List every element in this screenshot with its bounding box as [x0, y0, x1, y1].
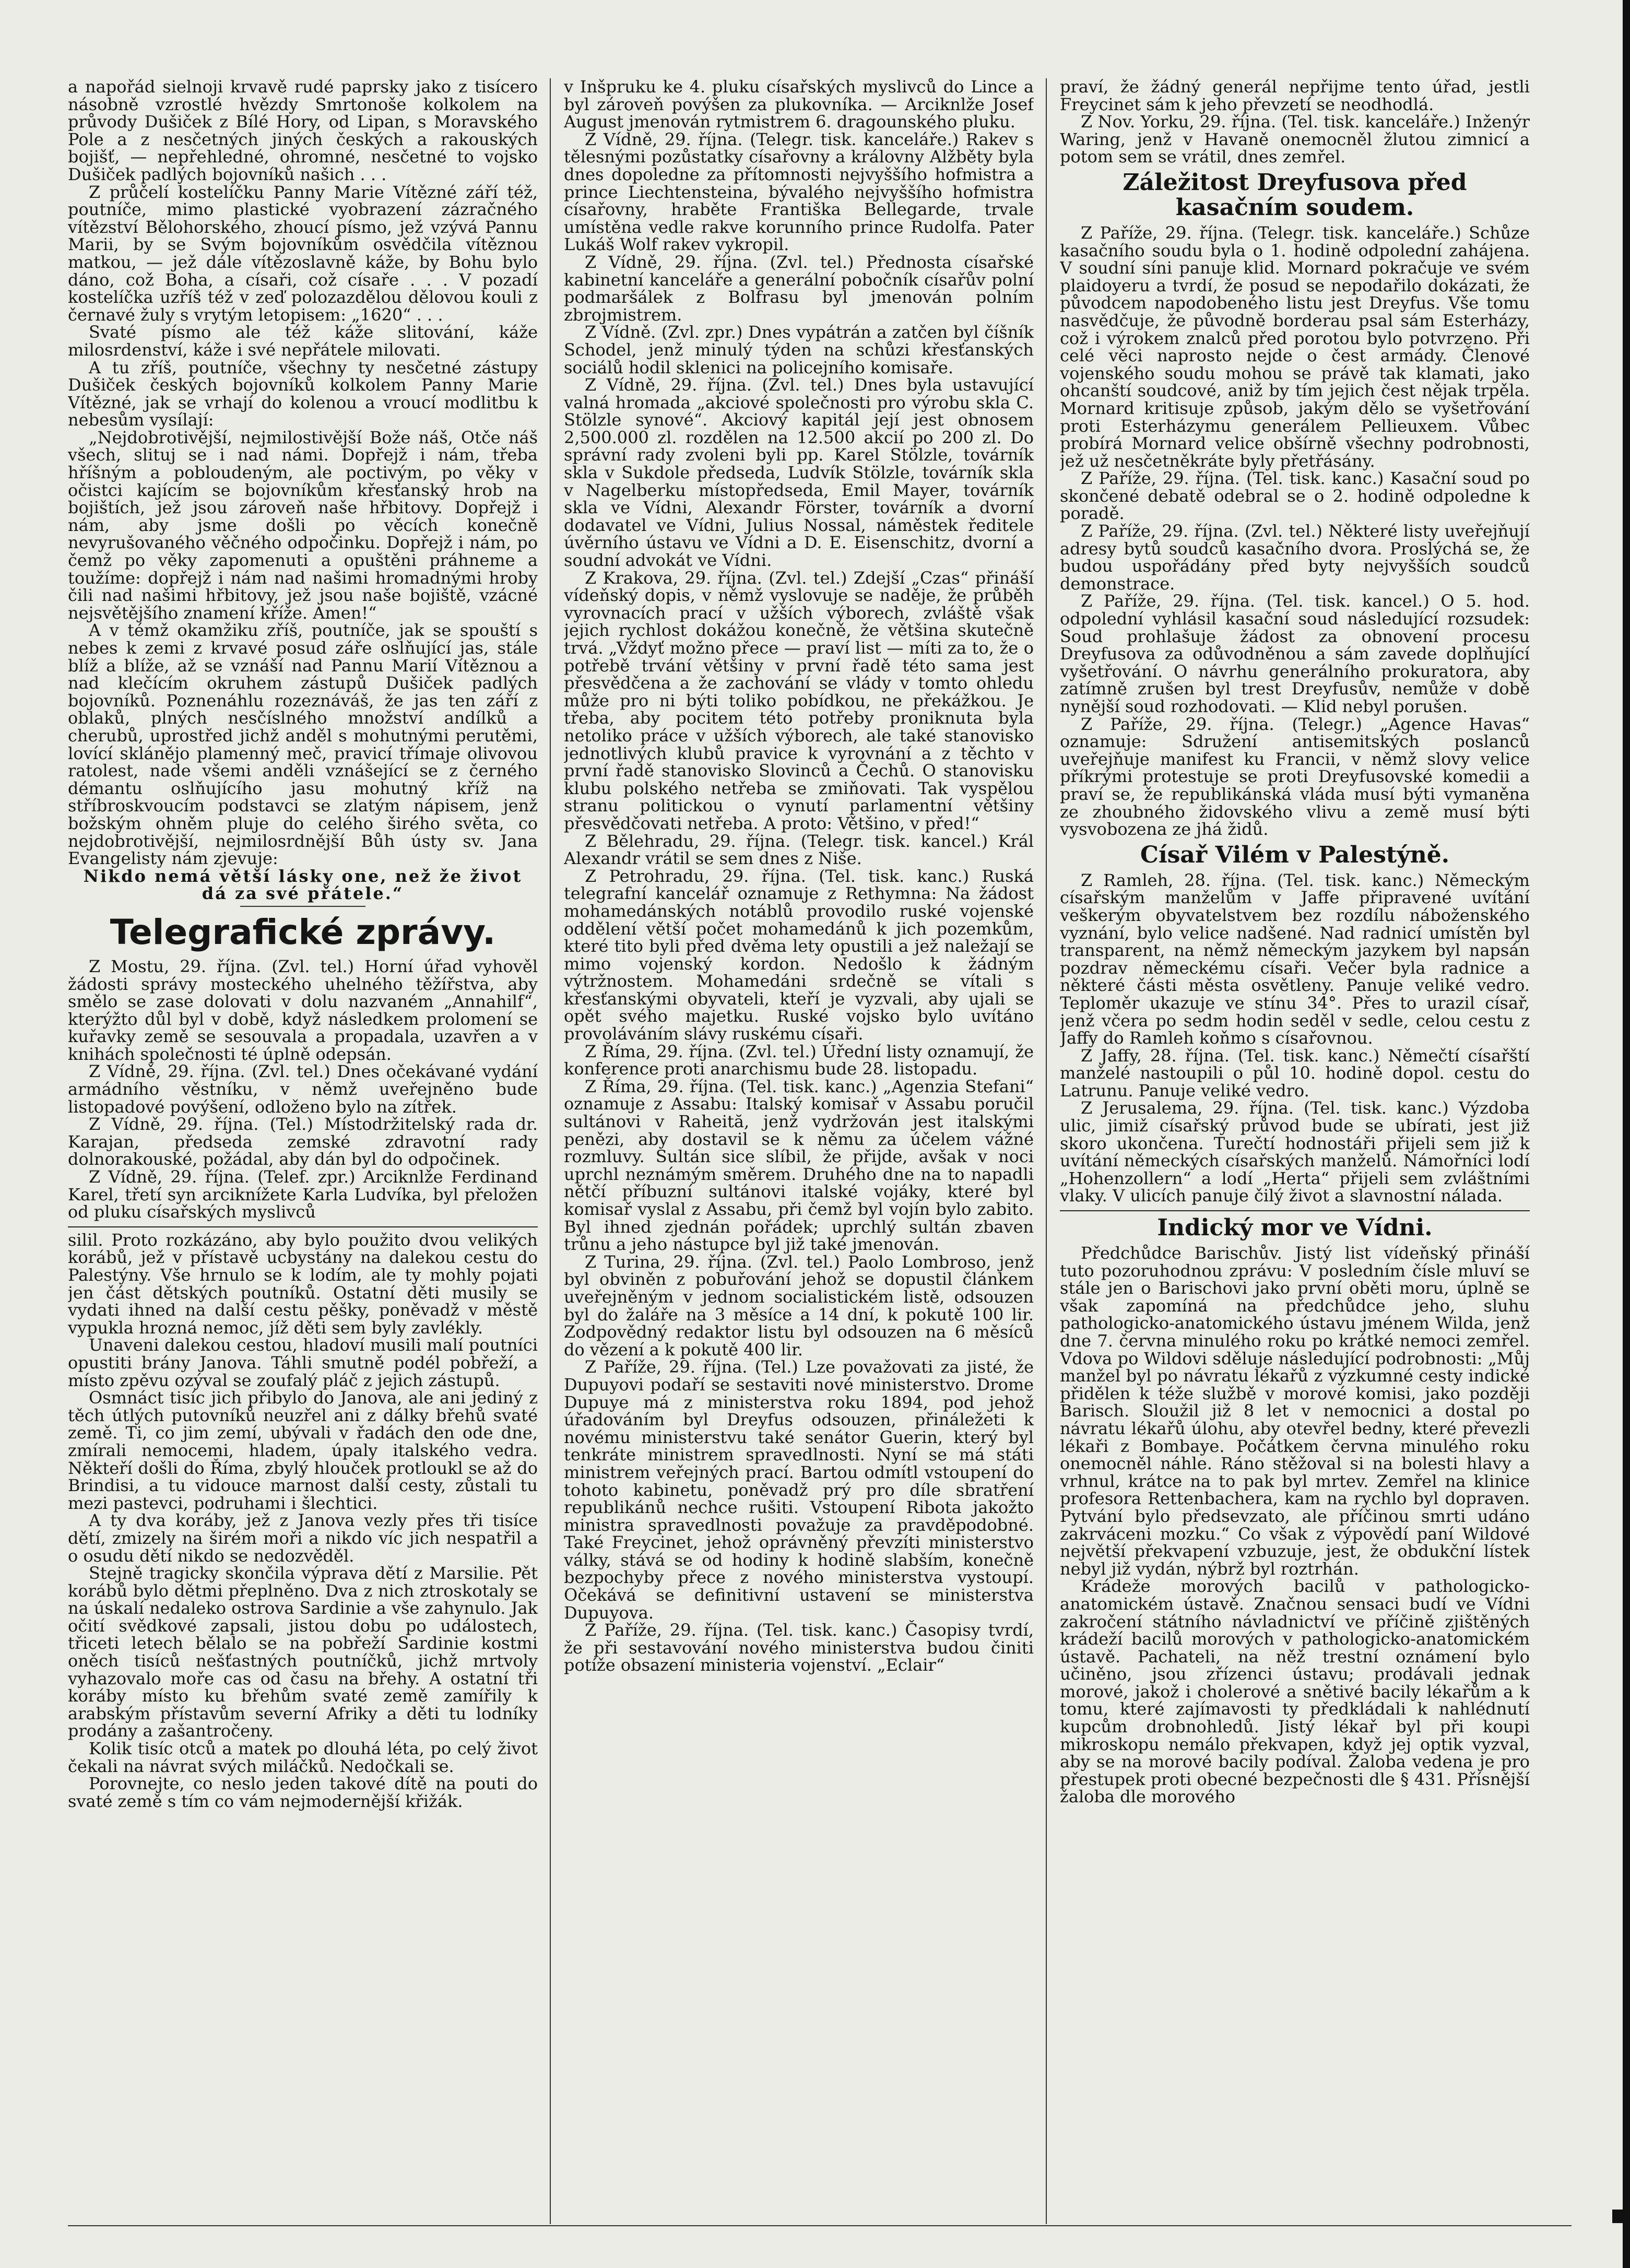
section-heading-emperor-palestine: Císař Vilém v Palestýně. [1140, 841, 1450, 868]
column-rule [1046, 78, 1047, 2224]
news-item: Z Vídně, 29. října. (Zvl. tel.) Dnes byla ustavující valná hromada „akciové společnosti pro výrobu skla C. Stölzle synové“. Akciový kapitál její jest obnosem 2,500.000 zl. rozdělen na 12.500 akcií po 200 zl. Do správní rady zvoleni byli pp. Karel Stölzle, továrník skla v Sukdole předseda, Ludvík Stölzle, továrník skla v Nagelberku místopředseda, Emil Mayer, továrník skla ve Vídni, Alexandr Förster, továrník a dvorní dodavatel ve Vídni, Julius Nossal, náměstek ředitele úvěrního ústavu ve Vídni a D. E. Eisenschitz, dvorní a soudní advokát ve Vídni. [564, 375, 1034, 571]
news-item: Z Vídně. (Zvl. zpr.) Dnes vypátrán a zatčen byl číšník Schodel, jenž minulý týden na schůzi křesťanských sociálů hodil sklenici na policejního komisaře. [564, 322, 1034, 377]
news-item: Z Paříže, 29. října. (Telegr. tisk. kanceláře.) Schůze kasačního soudu byla o 1. hodině odpolední zahájena. V soudní síni panuje klid. Mornard pokračuje ve svém plaidoyeru a tvrdí, že posud se nepodařilo dokázati, že původcem napodobeného listu jest Dreyfus. Vše tomu nasvědčuje, že původně borderau psal sám Esterházy, což i výrokem znalců před porotou bylo potvrzeno. Při celé věci naprosto nejde o čest armády. Členové vojenského soudu mohou se právě tak klamati, jako ohcanští soudcové, aniž by tím jejich čest nějak trpěla. Mornard kritisuje způsob, jakým dělo se vyšetřování proti Esterházymu generálem Pellieuxem. Vůbec probírá Mornard velice obšírně všechny podrobnosti, jež už nesčetněkráte byly přetřásány. [1060, 222, 1530, 471]
news-item: Z Paříže, 29. října. (Zvl. tel.) Některé listy uveřejňují adresy bytů soudců kasačního dvora. Proslýchá se, že budou uspořádány před byty nejvyšších soudců demonstrace. [1060, 521, 1530, 594]
news-item: Z Paříže, 29. října. (Tel. tisk. kancel.) O 5. hod. odpolední vyhlásil kasační soud následující rozsudek: Soud prohlašuje žádost za obnovení procesu Dreyfusova za odůvodněnou a sám zavede doplňující vyšetřování. O návrhu generálního prokuratora, aby zatímně zrušen byl trest Dreyfusův, nemůže v době nynější soud rozhodovati. — Klid nebyl porušen. [1060, 591, 1530, 716]
article-paragraph: Kolik tisíc otců a matek po dlouhá léta, po celý život čekali na návrat svých miláčků. Nedočkali se. [68, 1739, 538, 1776]
section-heading-plague-vienna: Indický mor ve Vídni. [1157, 1214, 1433, 1242]
article-paragraph: Stejně tragicky skončila výprava dětí z Marsilie. Pět korábů bylo dětmi přeplněno. Dva z nich ztroskotaly se na úskalí nedaleko ostrova Sardinie a vše zahynulo. Jak očití svědkové zapsali, jistou dobu po událostech, třiceti letech bělalo se na pobřeží Sardinie kostmi oněch tisíců nešťastných poutníčků, jichž mrtvoly vyhazovalo moře cas od času na břehy. A ostatní tři koráby místo ku břehům svaté země zamířily k arabským přístavům severní Afriky a děti tu lodníky prodány a zašantročeny. [68, 1563, 538, 1741]
news-item: Z Petrohradu, 29. října. (Tel. tisk. kanc.) Ruská telegrafní kancelář oznamuje z Rethymna: Na žádost mohamedánských notáblů provodilo ruské vojenské oddělení větší počet mohamedánů k jich pozemkům, které tito byli před dvěma lety opustili a jež naležají se mimo vojenský kordon. Nedošlo k žádným výtržnostem. Mohamedáni srdečně se vítali s křesťanskými obyvateli, kteří je vyzvali, aby ujali se opět svého majetku. Ruské vojsko bylo uvítáno provoláváním slávy ruskému císaři. [564, 866, 1034, 1044]
news-item: Z Paříže, 29. října. (Tel.) Lze považovati za jisté, že Dupuyovi podaří se sestaviti nové ministerstvo. Drome Dupuye má z ministerstva roku 1894, pod jehož úřadováním byl Dreyfus odsouzen, přináležeti k novému ministerstvu také senátor Guerin, který byl tenkráte ministrem spravedlnosti. Nyní se má státi ministrem veřejných prací. Bartou odmítl vstoupení do tohoto kabinetu, poněvadž prý pro díle sbratření republikánů nechce rušiti. Vstoupení Ribota jakožto ministra spravedlnosti považuje za pravděpodobné. Také Freycinet, jehož oprávněný převzíti ministerstvo války, stává se od hodiny k hodině slabším, konečně bezpochyby přece z nového ministerstva vystoupí. Očekává se definitivní ustavení se ministerstva Dupuyova. [564, 1357, 1034, 1623]
news-item: Z Turina, 29. října. (Zvl. tel.) Paolo Lombroso, jenž byl obviněn z pobuřování jehož se dopustil článkem uveřejněným v jednom socialistickém listě, odsouzen byl do žaláře na 3 měsíce a 14 dní, k pokutě 100 lir. Zodpovědný redaktor listu byl odsouzen na 6 měsíců do vězení a k pokutě 400 lir. [564, 1251, 1034, 1360]
column-middle [564, 78, 1034, 2224]
news-item: v Inšpruku ke 4. pluku císařských myslivců do Lince a byl zároveň povýšen za plukovníka. — Arciknlže Josef August jmenován rytmistrem 6. dragounského pluku. [564, 78, 1034, 132]
news-item: Z Vídně, 29. října. (Tel.) Místodržitelský rada dr. Karajan, předseda zemské zdravotní rady dolnorakouské, požádal, aby dán byl do odpočinek. [68, 1114, 538, 1170]
column-right [1060, 78, 1530, 2224]
news-item: Z Ramleh, 28. října. (Tel. tisk. kanc.) Německým císařským manželům v Jaffe připravené uvítání veškerým obyvatelstvem bez rozdílu náboženského vyznání, bylo velice nadšené. Nad radnicí umístěn byl transparent, na němž německým jazykem byl napsán pozdrav německému císaři. Večer byla radnice a některé části města osvětleny. Panuje veliké vedro. Teploměr ukazuje ve stínu 34°. Přes to urazil císař, jenž včera po sedm hodin seděl v sedle, celou cestu z Jaffy do Ramleh koňmo s císařovnou. [1060, 870, 1530, 1048]
section-heading-dreyfus: Záležitost Dreyfusova před kasačním soudem. [1123, 169, 1467, 221]
column-rule [550, 78, 551, 2224]
news-item: Z Vídně, 29. října. (Telef. zpr.) Arciknlže Ferdinand Karel, třetí syn arciknížete Karla Ludvíka, byl přeložen od pluku císařských myslivců [68, 1167, 538, 1222]
article-paragraph: silil. Proto rozkázáno, aby bylo použito dvou velikých korábů, jež v přístavě ucbystány na dalekou cestu do Palestýny. Vše hrnulo se k lodím, ale ty mohly pojati jen část dětských poutníků. Ostatní děti musily se vydati ihned na další cestu pěšky, poněvadž v městě vypukla hrozná nemoc, jíž děti sem byly zavlékly. [68, 1230, 538, 1338]
news-item: Z Jaffy, 28. října. (Tel. tisk. kanc.) Němečtí císařští manželé nastoupili o půl 10. hodině dopol. cestu do Latrunu. Panuje veliké vedro. [1060, 1045, 1530, 1101]
article-paragraph: Osmnáct tisíc jich přibylo do Janova, ale ani jediný z těch útlých putovníků neuzřel ani z dálky břehů svaté země. Ti, co jim zemí, ubývali v řadách den ode dne, zmírali nemocemi, hladem, úpaly italského vedra. Někteří došli do Říma, zbylý hlouček protloukl se až do Brindisi, a tu vidouce marnost další cesty, zůstali tu mezi pastevci, podruhami i šlechtici. [68, 1388, 538, 1513]
article-paragraph: A v témž okamžiku zříš, poutníče, jak se spouští s nebes k zemi z krvavé posud záře oslňující jas, stále blíž a blíže, až se vznáší nad Pannu Marií Vítěznou a nad klečícím okruhem zástupů Dušiček padlých bojovníků. Poznenáhlu rozeznáváš, že jas ten září z oblaků, plných nesčíslného množství andílků a cherubů, uprostřed jichž anděl s mohutnými perutěmi, lovící sklánějo plamenný meč, pravicí třímaje olivovou ratolest, nade všemi anděli vznášející se z černého démantu oslňujícího jasu mohutný kříž na stříbroskvoucím podstavci se zlatým nápisem, jenž božským ohněm pluje do celého širého světa, co nejdobrotivější, nejmilosrdnější Bůh ústy sv. Jana Evangelisty nám zjevuje: [68, 620, 538, 869]
article-paragraph: Z průčelí kostelíčku Panny Marie Vítězné září též, poutníče, mimo plastické vyobrazení zázračného vítězství Bělohorského, zhoucí písmo, jež vzývá Pannu Marii, by se Svým bojovníkům osvědčila vítěznou matkou, — jež dále vítězoslavně káže, by Bohu bylo dáno, což Boha, a císaři, což císaře . . . V pozadí kostelíčka uzříš též v zeď polozazdělou dělovou kouli z černavé žuly s vrytým letopisem: „1620“ . . . [68, 182, 538, 325]
news-item: praví, že žádný generál nepřijme tento úřad, jestli Freycinet sám k jeho převzetí se neodhodlá. [1060, 78, 1530, 114]
news-item: Z Mostu, 29. října. (Zvl. tel.) Horní úřad vyhověl žádosti správy mosteckého uhelného těžířstva, aby smělo se zase dolovati v dolu nazvaném „Annahilf“, kterýžto důl byl v době, když následkem prolomení se kuřavky země se sesouvala a propadala, uzavřen a v knihách společnosti té úplně odepsán. [68, 956, 538, 1064]
news-item: Z Paříže, 29. října. (Tel. tisk. kanc.) Kasační soud po skončené debatě odebral se o 2. hodině odpoledne k poradě. [1060, 468, 1530, 524]
news-item: Z Nov. Yorku, 29. října. (Tel. tisk. kanceláře.) Inženýr Waring, jenž v Havaně onemocněl žlutou zimnicí a potom sem se vrátil, dnes zemřel. [1060, 112, 1530, 167]
news-item: Z Krakova, 29. října. (Zvl. tel.) Zdejší „Czas“ přináší vídeňský dopis, v němž vyslovuje se naděje, že průběh vyrovnacích prací v užších výborech, zvláště však jejich rychlost dokážou konečně, že většina skutečně trvá. „Vždyť možno přece — praví list — míti za to, že o potřebě trvání většiny v první řadě této sama jest přesvědčena a že zachování se vlády v tomto ohledu může pro ni býti toliko pobídkou, ne překážkou. Je třeba, aby pocitem této potřeby proniknuta byla netoliko práce v užších výborech, ale také stanovisko jednotlivých klubů pravice k vyrovnání a z těchto v první řadě stanovisko Slovinců a Čechů. O stanovisku klubu polského netřeba se zmiňovati. Tak vyspělou stranu politickou o vynutí parlamentní většiny přesvědčovati netřeba. A proto: Většino, v před!“ [564, 568, 1034, 833]
news-item: Z Paříže, 29. října. (Tel. tisk. kanc.) Časopisy tvrdí, že při sestavování nového ministerstva budou činiti potíže obsazení ministeria vojenství. „Eclair“ [564, 1620, 1034, 1675]
bottom-rule [68, 2225, 1572, 2226]
news-item: Z Vídně, 29. října. (Telegr. tisk. kanceláře.) Rakev s tělesnými pozůstatky císařovny a královny Alžběty byla dnes dopoledne za přítomnosti nejvyššího hofmistra a prince Liechtensteina, bývalého nejvyššího hofmistra císařovny, hraběte Františka Bellegarde, trvale umístěna vedle rakve korunního prince Rudolfa. Pater Lukáš Wolf rakev vykropil. [564, 129, 1034, 255]
article-paragraph: A tu zříš, poutníče, všechny ty nesčetné zástupy Dušiček českých bojovníků kolkolem Panny Marie Vítězné, jak se vrhají do kolenou a vroucí modlitbu k nebesům vysílají: [68, 357, 538, 430]
closing-quote: Nikdo nemá větší lásky one, než že život dá za své přátele.“ [83, 866, 523, 904]
news-item: Z Jerusalema, 29. října. (Tel. tisk. kanc.) Výzdoba ulic, jimiž císařský průvod bude se ubírati, jest již skoro ukončena. Turečtí hodnostáři přijeli sem již k uvítání německých císařských manželů. Námořníci lodí „Hohenzollern“ a lodí „Herta“ přijeli sem zvláštními vlaky. V ulicích panuje čilý život a slavnostní nálada. [1060, 1098, 1530, 1206]
news-item: Z Vídně, 29. října. (Zvl. tel.) Dnes očekávané vydání armádního věstníku, v němž uveřejněno bude listopadové povýšení, odloženo bylo na zítřek. [68, 1061, 538, 1117]
news-item: Z Vídně, 29. října. (Zvl. tel.) Přednosta císařské kabinetní kanceláře a generální pobočník císařův polní podmaršálek z Bolfrasu byl jmenován polním zbrojmistrem. [564, 252, 1034, 325]
scan-edge-mark [1612, 2210, 1630, 2223]
prayer-paragraph: „Nejdobrotivější, nejmilostivější Bože náš, Otče náš všech, slituj se i nad námi. Dopřejž i nám, třeba hříšným a pobloudeným, ale poctivým, po věky v očistci kajícím se bojovníkům křesťanský hrob na bojištích, jež jsou zároveň naše hřbitovy. Dopřejž i nám, aby jsme došli po věcích konečně nevyrušovaného věčného odpočinku. Dopřejž i nám, po čemž po věky zapomenuti a opuštěni práhneme a toužíme: dopřejž i nám nad našimi hromadnými hroby čili nad našimi hřbitovy, jež jsou naše bojiště, vzácné nejsvětějšího znamení kříže. Amen!“ [68, 427, 538, 623]
article-paragraph: A ty dva koráby, jež z Janova vezly přes tři tisíce dětí, zmizely na širém moři a nikdo víc jich nespatřil a o osudu dětí nikdo se nedozvěděl. [68, 1510, 538, 1566]
news-item: Předchůdce Barischův. Jistý list vídeňský přináší tuto pozoruhodnou zprávu: V posledním čísle mluví se stále jen o Barischovi jako první oběti moru, úplně se však zapomíná na předchůdce jeho, sluhu pathologicko-anatomického ústavu jménem Wilda, jenž dne 7. června minulého roku po krátké nemoci zemřel. Vdova po Wildovi sděluje následující podrobnosti: „Můj manžel byl po návratu lékařů z výzkumné cesty indické přidělen k téže službě v morové komisi, jako později Barisch. Sloužil již 8 let v nemocnici a dostal po návratu lékařů úlohu, aby otevřel bedny, které převezli lékaři z Bombaye. Počátkem června minulého roku onemocněl náhle. Ráno stěžoval si na bolesti hlavy a vrhnul, krátce na to pak byl mrtev. Zemřel na klinice profesora Rettenbachera, kam na rychlo byl dopraven. Pytvání bylo předsevzato, ale příčinou smrti udáno zakrváceni mozku.“ Co však z výpovědí paní Wildové největší překvapení vzbuzuje, jest, že obdukční lístek nebyl již vydán, nýbrž byl roztrhán. [1060, 1243, 1530, 1579]
column-divider-rule [1060, 1210, 1530, 1211]
news-item: Z Bělehradu, 29. října. (Telegr. tisk. kancel.) Král Alexandr vrátil se sem dnes z Niše. [564, 831, 1034, 869]
news-item: Z Paříže, 29. října. (Telegr.) „Agence Havas“ oznamuje: Sdružení antisemitských poslanců uveřejňuje manifest ku Francii, v němž slovy velice příkrými protestuje se proti Dreyfusovské komedii a praví se, že republikánská vláda musí býti vymaněna ze zhoubného židovského vlivu a země musí býti vysvobozena ze jhá židů. [1060, 714, 1530, 840]
article-paragraph: a napořád sielnoji krvavě rudé paprsky jako z tisícero násobně vzrostlé hvězdy Smrtonoše kolkolem na průvody Dušiček z Bílé Hory, od Lipan, s Moravského Pole a z nesčetných jiných českých a rakouských bojišť, — nepřehledné, ohromné, nesčetné to vojsko Dušiček padlých bojovníků našich . . . [68, 78, 538, 184]
article-paragraph: Porovnejte, co neslo jeden takové dítě na pouti do svaté země s tím co vám nejmodernější křižák. [68, 1774, 538, 1811]
section-heading-telegraphic-news: Telegrafické zprávy. [110, 912, 496, 952]
scan-edge [1623, 0, 1630, 2268]
news-item: Krádeže morových bacilů v pathologicko-anatomickém ústavě. Značnou sensaci budí ve Vídni zakročení státního návladnictví ve příčině zjištěných krádeží bacilů morových v pathologicko-anatomickém ústavě. Pachateli, na něž trestní oznámení bylo učiněno, jsou zřízenci ústavu; prodávali jednak morové, jakož i cholerové a snětivé bacily lékařům a k tomu, které zajímavosti ty předkládali k nahlédnutí kupcům drobnohledů. Jistý lékař byl při koupi mikroskopu nemálo překvapen, když jej optik vyzval, aby se na morové bacily podíval. Žaloba vedena je pro přestupek proti obecné bezpečnosti dle § 431. Přísnější žaloba dle morového [1060, 1576, 1530, 1807]
news-item: Z Říma, 29. října. (Tel. tisk. kanc.) „Agenzia Stefani“ oznamuje z Assabu: Italský komisař v Assabu poručil sultánovi v Raheită, jenž vydržován jest italskými penězi, aby dostavil se k němu za účelem vážné rozmluvy. Sultán sice slíbil, že přijde, avšak v noci uprchl neznámým směrem. Druhého dne na to napadli nětčí příbuzní sultánovi italské vojáky, které byl komisař vyslal z Assabu, při čemž byl vojín bylo zabito. Byl ihned zjednán pořádek; uprchlý sultán zbaven trůnu a jeho nástupce byl již také jmenován. [564, 1076, 1034, 1255]
news-item: Z Říma, 29. října. (Zvl. tel.) Úřední listy oznamují, že konference proti anarchismu bude 28. listopadu. [564, 1041, 1034, 1079]
article-paragraph: Svaté písmo ale též káže slitování, káže milosrdenství, káže i své nepřátele milovati. [68, 322, 538, 360]
column-divider-rule [68, 1226, 538, 1227]
newspaper-page [68, 78, 1572, 2250]
article-paragraph: Unaveni dalekou cestou, hladoví musili malí poutníci opustiti brány Janova. Táhli smutně podél pobřeží, a místo zpěvu ozýval se zoufalý pláč z jejich zástupů. [68, 1335, 538, 1390]
divider [240, 906, 365, 907]
column-left [68, 78, 538, 2224]
